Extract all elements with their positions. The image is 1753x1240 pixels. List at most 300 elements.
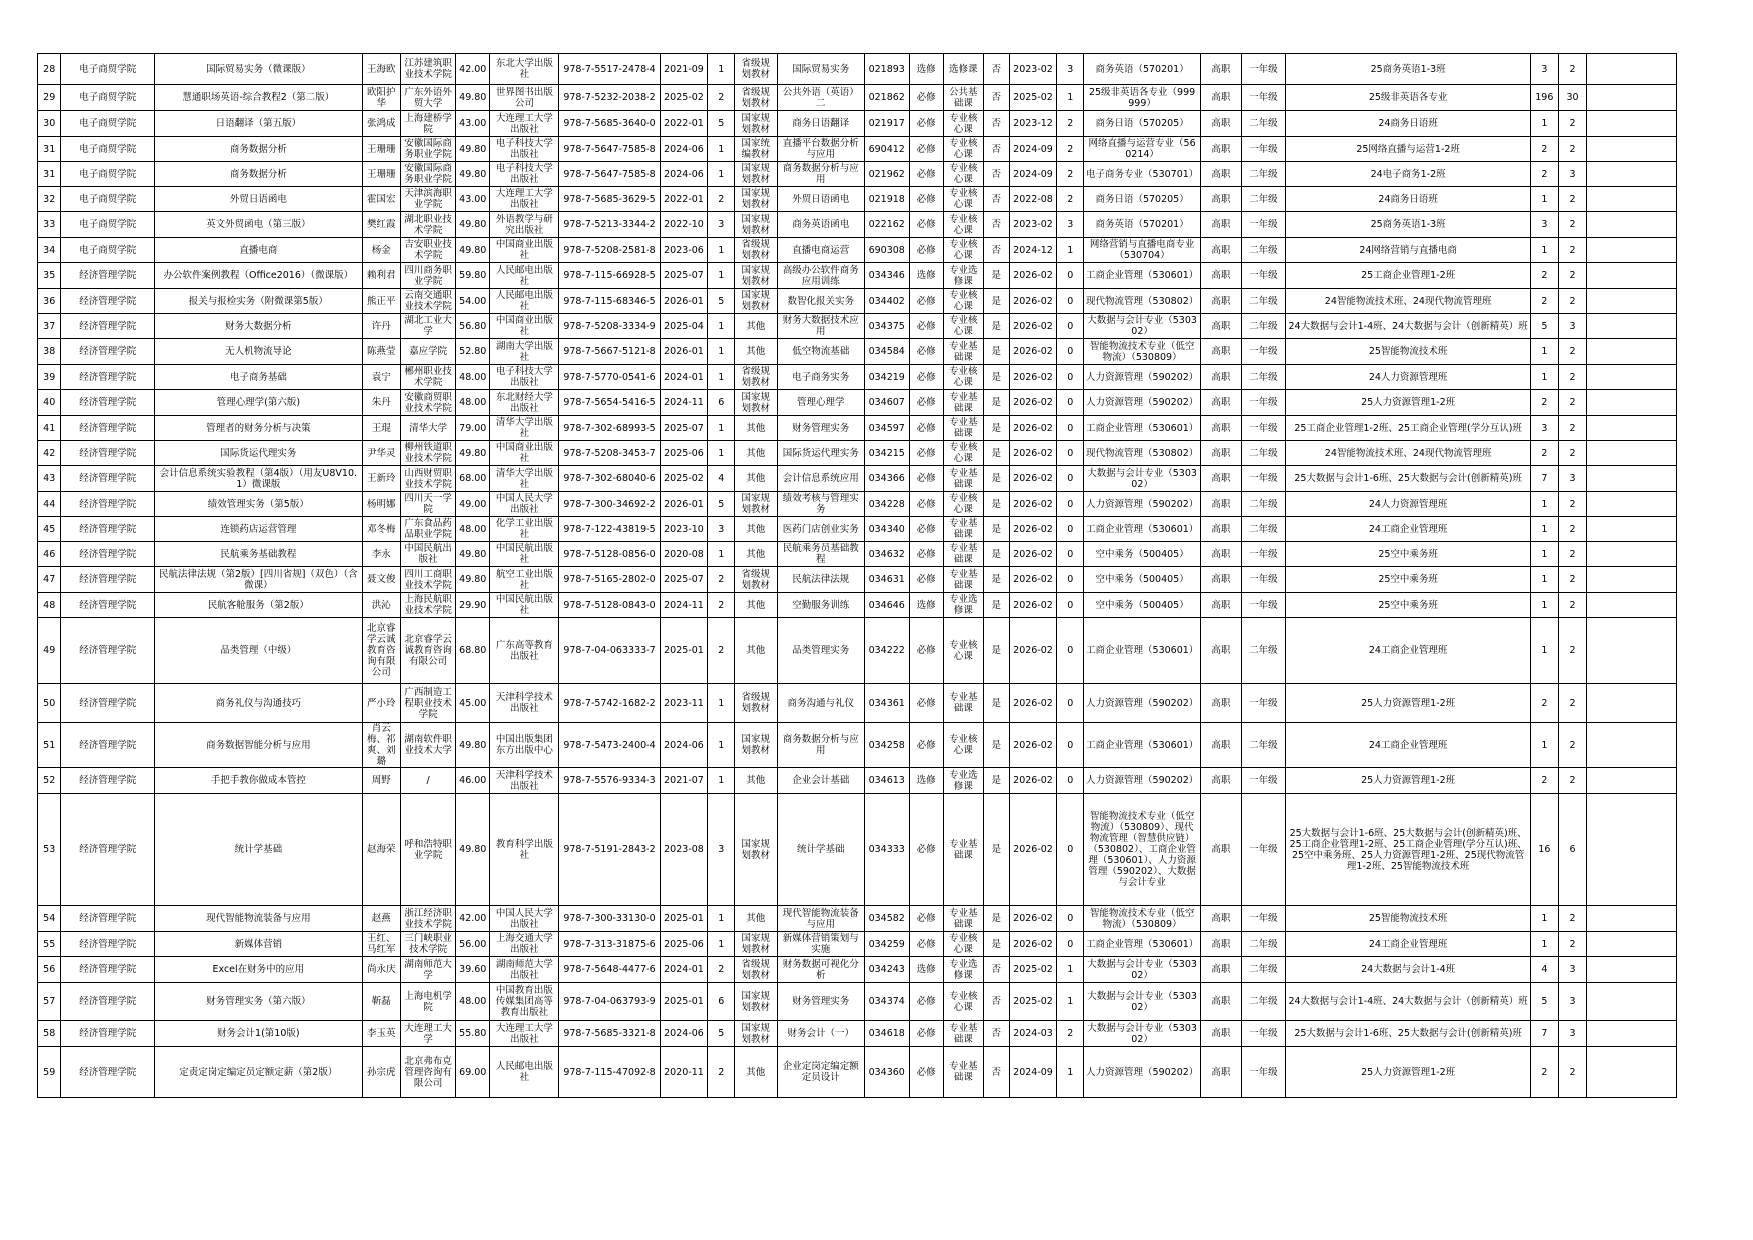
is-new-cell: 是 [984,263,1010,289]
author-unit: 山西财贸职业技术学院 [400,466,455,492]
textbook-title: 连锁药店运营管理 [155,517,363,542]
publisher-cell: 大连理工大学出版社 [490,111,559,137]
price-cell: 49.80 [456,441,490,466]
credit-cell: 0 [1057,542,1084,567]
row-number: 45 [38,517,61,542]
level-cell: 高职 [1201,390,1241,416]
level-cell: 高职 [1201,932,1241,957]
edition-cell: 2 [708,957,735,983]
classes-cell: 25人力资源管理1-2班 [1286,390,1531,416]
classes-cell: 25人力资源管理1-2班 [1286,1047,1531,1098]
hours-cell: 6 [1558,794,1587,906]
requirement-cell: 必修 [909,85,943,111]
blank-cell [1587,416,1677,441]
major-cell: 商务日语（570205） [1084,111,1201,137]
term-cell: 2026-02 [1009,723,1057,768]
table-row [38,768,1677,794]
school-cell: 电子商贸学院 [61,85,155,111]
hours-cell: 2 [1558,1047,1587,1098]
requirement-cell: 必修 [909,466,943,492]
hours-cell: 2 [1558,416,1587,441]
course-code: 021862 [864,85,909,111]
grade-cell: 二年级 [1241,365,1286,390]
textbook-title: 日语翻译（第五版） [155,111,363,137]
table-row [38,1021,1677,1047]
course-name: 商务沟通与礼仪 [777,684,864,723]
credit-cell: 0 [1057,441,1084,466]
school-cell: 经济管理学院 [61,542,155,567]
major-cell: 智能物流技术专业（低空物流）（530809） [1084,339,1201,365]
term-cell: 2024-09 [1009,137,1057,162]
course-name: 民航乘务员基础教程 [777,542,864,567]
blank-cell [1587,339,1677,365]
course-type: 选修课 [943,54,983,85]
course-code: 021893 [864,54,909,85]
publish-date: 2025-01 [660,983,708,1021]
is-new-cell: 否 [984,957,1010,983]
count-cell: 1 [1531,618,1559,684]
publish-date: 2024-06 [660,723,708,768]
course-name: 国际贸易实务 [777,54,864,85]
course-code: 021917 [864,111,909,137]
course-code: 034243 [864,957,909,983]
major-cell: 人力资源管理（590202） [1084,365,1201,390]
author-unit: 三门峡职业技术学院 [400,932,455,957]
price-cell: 68.00 [456,466,490,492]
course-type: 专业核心课 [943,187,983,212]
isbn-cell: 978-7-5208-2581-8 [559,238,660,263]
requirement-cell: 必修 [909,1047,943,1098]
textbook-type: 国家规划教材 [735,932,778,957]
count-cell: 2 [1531,263,1559,289]
textbook-title: 电子商务基础 [155,365,363,390]
row-number: 57 [38,983,61,1021]
school-cell: 经济管理学院 [61,932,155,957]
level-cell: 高职 [1201,137,1241,162]
textbook-title: 国际货运代理实务 [155,441,363,466]
table-row [38,593,1677,618]
editor-cell: 王新玲 [362,466,400,492]
row-number: 33 [38,212,61,238]
term-cell: 2024-12 [1009,238,1057,263]
textbook-title: 外贸日语函电 [155,187,363,212]
hours-cell: 2 [1558,187,1587,212]
price-cell: 48.00 [456,365,490,390]
blank-cell [1587,492,1677,517]
school-cell: 经济管理学院 [61,416,155,441]
term-cell: 2025-02 [1009,957,1057,983]
price-cell: 52.80 [456,339,490,365]
course-type: 专业核心课 [943,137,983,162]
term-cell: 2026-02 [1009,416,1057,441]
school-cell: 经济管理学院 [61,517,155,542]
hours-cell: 2 [1558,723,1587,768]
price-cell: 45.00 [456,684,490,723]
is-new-cell: 是 [984,492,1010,517]
editor-cell: 许丹 [362,314,400,339]
classes-cell: 24工商企业管理班 [1286,723,1531,768]
hours-cell: 2 [1558,618,1587,684]
course-name: 国际货运代理实务 [777,441,864,466]
price-cell: 79.00 [456,416,490,441]
blank-cell [1587,137,1677,162]
isbn-cell: 978-7-5473-2400-4 [559,723,660,768]
count-cell: 1 [1531,567,1559,593]
textbook-type: 省级规划教材 [735,54,778,85]
school-cell: 经济管理学院 [61,1047,155,1098]
classes-cell: 25人力资源管理1-2班 [1286,684,1531,723]
credit-cell: 0 [1057,517,1084,542]
row-number: 58 [38,1021,61,1047]
is-new-cell: 是 [984,768,1010,794]
table-row [38,263,1677,289]
classes-cell: 25智能物流技术班 [1286,339,1531,365]
is-new-cell: 否 [984,1047,1010,1098]
is-new-cell: 是 [984,684,1010,723]
edition-cell: 1 [708,137,735,162]
publisher-cell: 大连理工大学出版社 [490,187,559,212]
hours-cell: 2 [1558,932,1587,957]
level-cell: 高职 [1201,1047,1241,1098]
requirement-cell: 必修 [909,137,943,162]
course-type: 专业基础课 [943,906,983,932]
blank-cell [1587,466,1677,492]
requirement-cell: 选修 [909,593,943,618]
edition-cell: 1 [708,542,735,567]
classes-cell: 25大数据与会计1-6班、25大数据与会计(创新精英)班 [1286,466,1531,492]
count-cell: 2 [1531,390,1559,416]
textbook-type: 国家规划教材 [735,111,778,137]
edition-cell: 5 [708,492,735,517]
editor-cell: 陈燕莹 [362,339,400,365]
editor-cell: 袁宁 [362,365,400,390]
level-cell: 高职 [1201,906,1241,932]
course-type: 专业基础课 [943,684,983,723]
course-type: 专业核心课 [943,932,983,957]
course-name: 企业定岗定编定额定员设计 [777,1047,864,1098]
major-cell: 人力资源管理（590202） [1084,684,1201,723]
course-type: 专业核心课 [943,983,983,1021]
editor-cell: 李玉英 [362,1021,400,1047]
blank-cell [1587,263,1677,289]
isbn-cell: 978-7-5517-2478-4 [559,54,660,85]
course-code: 034607 [864,390,909,416]
course-type: 专业核心课 [943,723,983,768]
credit-cell: 2 [1057,111,1084,137]
course-name: 品类管理实务 [777,618,864,684]
course-type: 专业选修课 [943,768,983,794]
classes-cell: 25空中乘务班 [1286,542,1531,567]
textbook-title: 民航乘务基础教程 [155,542,363,567]
classes-cell: 24大数据与会计1-4班、24大数据与会计（创新精英）班 [1286,983,1531,1021]
school-cell: 经济管理学院 [61,492,155,517]
price-cell: 49.80 [456,794,490,906]
course-code: 034360 [864,1047,909,1098]
author-unit: 上海电机学院 [400,983,455,1021]
author-unit: / [400,768,455,794]
editor-cell: 王红、马红军 [362,932,400,957]
is-new-cell: 否 [984,137,1010,162]
publish-date: 2024-06 [660,137,708,162]
textbook-type: 省级规划教材 [735,957,778,983]
course-code: 034613 [864,768,909,794]
textbook-title: 财务管理实务（第六版） [155,983,363,1021]
course-code: 034632 [864,542,909,567]
editor-cell: 周野 [362,768,400,794]
hours-cell: 2 [1558,289,1587,314]
row-number: 52 [38,768,61,794]
credit-cell: 0 [1057,906,1084,932]
major-cell: 智能物流技术专业（低空物流）（530809） [1084,906,1201,932]
course-code: 021962 [864,162,909,187]
course-code: 034375 [864,314,909,339]
publish-date: 2023-10 [660,517,708,542]
row-number: 43 [38,466,61,492]
hours-cell: 30 [1558,85,1587,111]
hours-cell: 2 [1558,517,1587,542]
is-new-cell: 是 [984,618,1010,684]
publish-date: 2022-10 [660,212,708,238]
major-cell: 现代物流管理（530802） [1084,441,1201,466]
edition-cell: 1 [708,906,735,932]
publisher-cell: 电子科技大学出版社 [490,137,559,162]
editor-cell: 熊正平 [362,289,400,314]
edition-cell: 2 [708,593,735,618]
credit-cell: 0 [1057,416,1084,441]
table-row [38,212,1677,238]
course-code: 690308 [864,238,909,263]
table-row [38,162,1677,187]
blank-cell [1587,932,1677,957]
row-number: 56 [38,957,61,983]
edition-cell: 2 [708,1047,735,1098]
isbn-cell: 978-7-302-68993-5 [559,416,660,441]
count-cell: 2 [1531,162,1559,187]
requirement-cell: 必修 [909,289,943,314]
author-unit: 湖南软件职业技术大学 [400,723,455,768]
requirement-cell: 选修 [909,957,943,983]
level-cell: 高职 [1201,1021,1241,1047]
isbn-cell: 978-7-5576-9334-3 [559,768,660,794]
grade-cell: 一年级 [1241,567,1286,593]
course-code: 034222 [864,618,909,684]
credit-cell: 0 [1057,339,1084,365]
grade-cell: 二年级 [1241,932,1286,957]
isbn-cell: 978-7-122-43819-5 [559,517,660,542]
row-number: 29 [38,85,61,111]
textbook-title: Excel在财务中的应用 [155,957,363,983]
requirement-cell: 必修 [909,238,943,263]
publish-date: 2025-04 [660,314,708,339]
term-cell: 2023-12 [1009,111,1057,137]
school-cell: 电子商贸学院 [61,162,155,187]
course-type: 专业基础课 [943,542,983,567]
row-number: 36 [38,289,61,314]
count-cell: 4 [1531,957,1559,983]
textbook-type: 国家规划教材 [735,263,778,289]
hours-cell: 3 [1558,466,1587,492]
classes-cell: 24工商企业管理班 [1286,618,1531,684]
count-cell: 196 [1531,85,1559,111]
school-cell: 经济管理学院 [61,263,155,289]
requirement-cell: 必修 [909,314,943,339]
author-unit: 北京弗布克管理咨询有限公司 [400,1047,455,1098]
credit-cell: 3 [1057,212,1084,238]
count-cell: 5 [1531,314,1559,339]
textbook-type: 国家规划教材 [735,162,778,187]
editor-cell: 王海欧 [362,54,400,85]
major-cell: 工商企业管理（530601） [1084,416,1201,441]
price-cell: 48.00 [456,983,490,1021]
major-cell: 大数据与会计专业（530302） [1084,983,1201,1021]
is-new-cell: 否 [984,162,1010,187]
course-code: 034259 [864,932,909,957]
edition-cell: 1 [708,441,735,466]
blank-cell [1587,593,1677,618]
author-unit: 郴州职业技术学院 [400,365,455,390]
is-new-cell: 是 [984,932,1010,957]
edition-cell: 1 [708,162,735,187]
textbook-type: 其他 [735,618,778,684]
term-cell: 2026-02 [1009,390,1057,416]
row-number: 41 [38,416,61,441]
school-cell: 经济管理学院 [61,794,155,906]
hours-cell: 3 [1558,1021,1587,1047]
hours-cell: 2 [1558,567,1587,593]
credit-cell: 1 [1057,238,1084,263]
edition-cell: 2 [708,567,735,593]
level-cell: 高职 [1201,54,1241,85]
table-row [38,339,1677,365]
is-new-cell: 是 [984,567,1010,593]
isbn-cell: 978-7-5654-5416-5 [559,390,660,416]
grade-cell: 一年级 [1241,906,1286,932]
table-row [38,983,1677,1021]
edition-cell: 6 [708,983,735,1021]
credit-cell: 2 [1057,137,1084,162]
is-new-cell: 是 [984,542,1010,567]
is-new-cell: 是 [984,314,1010,339]
count-cell: 1 [1531,723,1559,768]
course-name: 直播电商运营 [777,238,864,263]
textbook-title: 英文外贸函电（第三版） [155,212,363,238]
hours-cell: 3 [1558,314,1587,339]
row-number: 44 [38,492,61,517]
grade-cell: 二年级 [1241,723,1286,768]
classes-cell: 24人力资源管理班 [1286,365,1531,390]
school-cell: 电子商贸学院 [61,212,155,238]
requirement-cell: 必修 [909,111,943,137]
isbn-cell: 978-7-04-063333-7 [559,618,660,684]
row-number: 30 [38,111,61,137]
school-cell: 经济管理学院 [61,466,155,492]
isbn-cell: 978-7-5685-3629-5 [559,187,660,212]
editor-cell: 欧阳护华 [362,85,400,111]
term-cell: 2026-02 [1009,289,1057,314]
isbn-cell: 978-7-115-66928-5 [559,263,660,289]
classes-cell: 25商务英语1-3班 [1286,54,1531,85]
author-unit: 广东外语外贸大学 [400,85,455,111]
level-cell: 高职 [1201,684,1241,723]
textbook-type: 国家规划教材 [735,983,778,1021]
term-cell: 2026-02 [1009,517,1057,542]
price-cell: 48.00 [456,390,490,416]
classes-cell: 24大数据与会计1-4班、24大数据与会计（创新精英）班 [1286,314,1531,339]
requirement-cell: 必修 [909,517,943,542]
is-new-cell: 否 [984,187,1010,212]
blank-cell [1587,567,1677,593]
publisher-cell: 电子科技大学出版社 [490,162,559,187]
school-cell: 经济管理学院 [61,289,155,314]
major-cell: 工商企业管理（530601） [1084,932,1201,957]
classes-cell: 24商务日语班 [1286,187,1531,212]
publisher-cell: 航空工业出版社 [490,567,559,593]
hours-cell: 2 [1558,137,1587,162]
row-number: 55 [38,932,61,957]
price-cell: 69.00 [456,1047,490,1098]
major-cell: 网络直播与运营专业（560214） [1084,137,1201,162]
table-row [38,441,1677,466]
requirement-cell: 必修 [909,542,943,567]
course-type: 专业核心课 [943,289,983,314]
row-number: 42 [38,441,61,466]
requirement-cell: 必修 [909,339,943,365]
course-name: 财务管理实务 [777,983,864,1021]
term-cell: 2026-02 [1009,263,1057,289]
editor-cell: 李永 [362,542,400,567]
textbook-type: 其他 [735,466,778,492]
level-cell: 高职 [1201,517,1241,542]
textbook-title: 管理心理学(第六版) [155,390,363,416]
classes-cell: 25商务英语1-3班 [1286,212,1531,238]
edition-cell: 5 [708,111,735,137]
blank-cell [1587,542,1677,567]
classes-cell: 24工商企业管理班 [1286,517,1531,542]
level-cell: 高职 [1201,794,1241,906]
textbook-title: 商务礼仪与沟通技巧 [155,684,363,723]
level-cell: 高职 [1201,365,1241,390]
hours-cell: 2 [1558,684,1587,723]
course-code: 034582 [864,906,909,932]
table-row [38,567,1677,593]
hours-cell: 2 [1558,365,1587,390]
is-new-cell: 否 [984,85,1010,111]
count-cell: 7 [1531,466,1559,492]
publish-date: 2023-08 [660,794,708,906]
course-name: 商务数据分析与应用 [777,162,864,187]
table-row [38,684,1677,723]
publish-date: 2025-02 [660,466,708,492]
course-name: 会计信息系统应用 [777,466,864,492]
edition-cell: 3 [708,212,735,238]
publisher-cell: 东北财经大学出版社 [490,390,559,416]
requirement-cell: 必修 [909,723,943,768]
requirement-cell: 必修 [909,416,943,441]
count-cell: 1 [1531,365,1559,390]
price-cell: 46.00 [456,768,490,794]
credit-cell: 0 [1057,492,1084,517]
school-cell: 经济管理学院 [61,983,155,1021]
isbn-cell: 978-7-5208-3334-9 [559,314,660,339]
level-cell: 高职 [1201,618,1241,684]
hours-cell: 2 [1558,212,1587,238]
table-row [38,390,1677,416]
textbook-title: 商务数据分析 [155,137,363,162]
textbook-type: 其他 [735,1047,778,1098]
term-cell: 2026-02 [1009,684,1057,723]
publisher-cell: 中国商业出版社 [490,238,559,263]
requirement-cell: 必修 [909,618,943,684]
